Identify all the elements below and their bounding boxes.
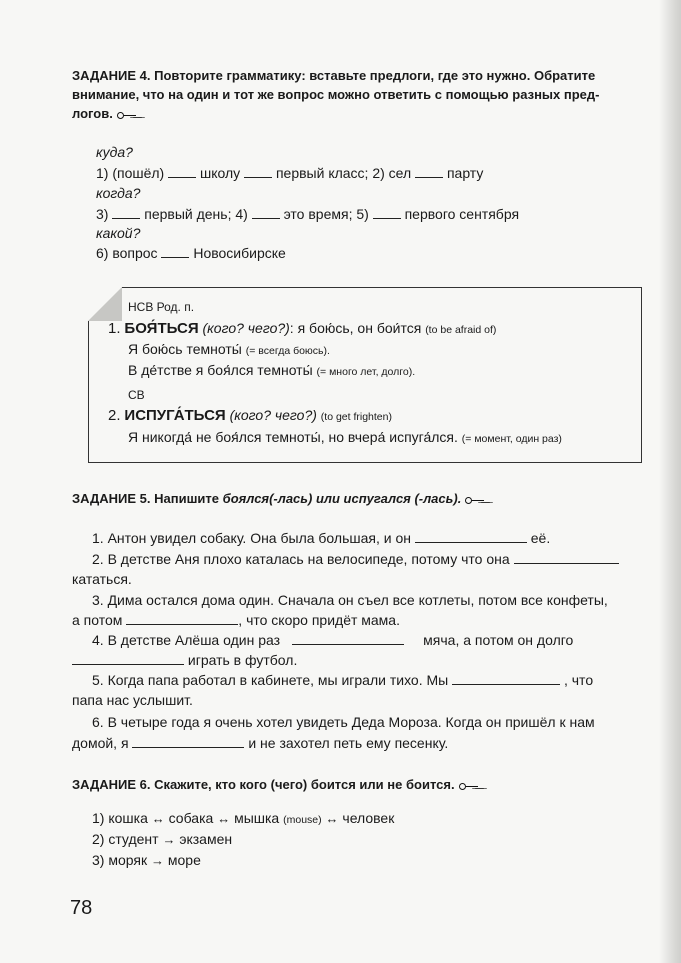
verb2-example: Я никогда́ не боя́лся темноты́, но вчера́ испуга́лся. (= момент, один раз)	[128, 429, 562, 445]
task5-heading: ЗАДАНИЕ 5. Напишите боялся(-лась) или испугался (-лась).	[72, 489, 648, 508]
page-number: 78	[70, 897, 93, 919]
task4-line2: 3) первый день; 4) это время; 5) первого сентября	[96, 206, 520, 222]
page-edge-shadow	[659, 0, 681, 963]
key-icon	[459, 782, 479, 790]
box-folded-corner	[88, 287, 122, 321]
question-kuda: куда?	[96, 144, 133, 160]
key-icon	[117, 111, 137, 119]
task5-sentence5-cont: папа нас услышит.	[72, 692, 193, 708]
task6-item1: 1) кошка ↔ собака ↔ мышка (mouse) ↔ человек	[92, 810, 395, 826]
task5-sentence6: 6. В четыре года я очень хотел увидеть Деда Мороза. Когда он пришёл к нам	[92, 714, 595, 730]
right-arrow-icon: →	[150, 853, 164, 868]
task5-sentence2-cont: кататься.	[72, 571, 132, 587]
verb1-example2: В де́тстве я боя́лся темноты́ (= много лет, долго).	[128, 362, 416, 378]
double-arrow-icon: ↔	[217, 811, 231, 826]
aspect-label-nsv: НСВ Род. п.	[128, 300, 195, 314]
double-arrow-icon: ↔	[151, 811, 165, 826]
task4-heading: ЗАДАНИЕ 4. Повторите грамматику: вставьте предлоги, где это нужно. Обратите внимание, что на один и тот же вопрос можно ответить с помощью разных пред- логов.	[72, 68, 600, 121]
verb1-line: 1. БОЯ́ТЬСЯ (кого? чего?): я бою́сь, он бои́тся (to be afraid of)	[108, 320, 497, 337]
task5-sentence1: 1. Антон увидел собаку. Она была большая, и он её.	[92, 530, 551, 546]
task5-sentence4: 4. В детстве Алёша один раз мяча, а потом он долго	[92, 632, 574, 648]
question-kogda: когда?	[96, 185, 141, 201]
question-kakoy: какой?	[96, 225, 141, 241]
task6-item3: 3) моряк → море	[92, 852, 201, 868]
right-arrow-icon: →	[162, 832, 176, 847]
task5-sentence5: 5. Когда папа работал в кабинете, мы играли тихо. Мы , что	[92, 672, 594, 688]
verb2-line: 2. ИСПУГА́ТЬСЯ (кого? чего?) (to get frighten)	[108, 407, 392, 424]
key-icon	[465, 496, 485, 504]
task4-line3: 6) вопрос Новосибирске	[96, 245, 286, 261]
aspect-label-sv: СВ	[128, 388, 145, 402]
task4-line1: 1) (пошёл) школу первый класс; 2) сел парту	[96, 165, 484, 181]
verb1-example1: Я бою́сь темноты́ (= всегда боюсь).	[128, 341, 330, 357]
task5-sentence3: 3. Дима остался дома один. Сначала он съел все котлеты, потом все конфеты,	[92, 592, 608, 608]
task5-sentence2: 2. В детстве Аня плохо каталась на велосипеде, потому что она	[72, 549, 640, 570]
task5-sentence4-cont: играть в футбол.	[72, 650, 640, 671]
task5-sentence6-cont: домой, я и не захотел петь ему песенку.	[72, 735, 449, 751]
task5-sentence3-cont: а потом , что скоро придёт мама.	[72, 612, 400, 628]
task6-heading: ЗАДАНИЕ 6. Скажите, кто кого (чего) боится или не боится.	[72, 775, 648, 794]
task6-item2: 2) студент → экзамен	[92, 831, 233, 847]
double-arrow-icon: ↔	[325, 811, 339, 826]
